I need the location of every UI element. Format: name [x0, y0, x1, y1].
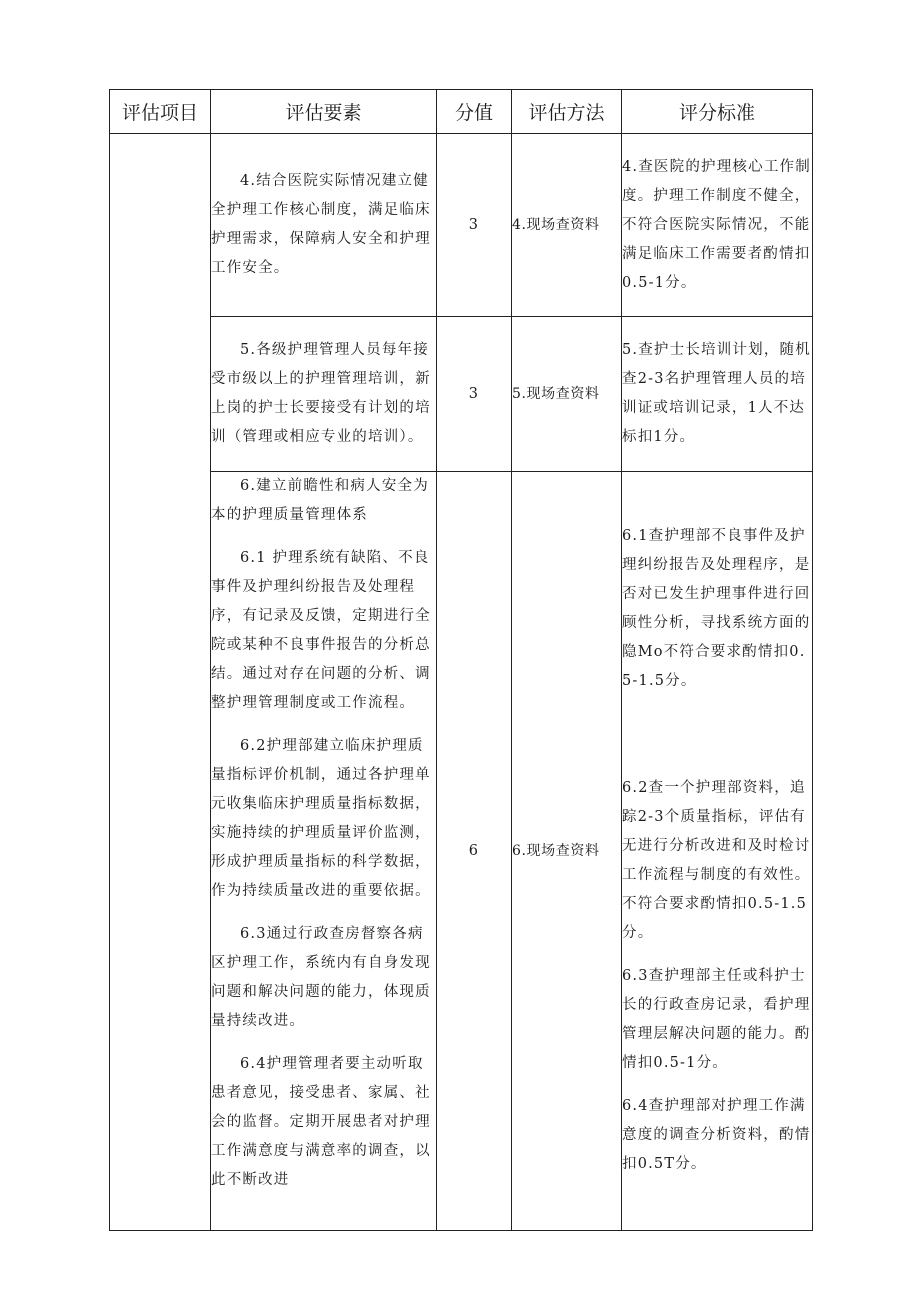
criteria-text: 4.查医院的护理核心工作制度。护理工作制度不健全，不符合医院实际情况，不能满足临床工作需要者酌情扣	[622, 158, 811, 262]
table-row	[110, 134, 813, 317]
method-cell: 4.现场查资料	[512, 134, 622, 317]
assessment-table	[109, 89, 813, 1231]
method-cell: 5.现场查资料	[512, 317, 622, 472]
criteria-text: 6.2查一个护理部资料，追踪2-3个质量指标，评估有无进行分析改进和及时检讨工作流程与制度的有效性。不符合要求酌情扣0.5-1.5分。	[622, 780, 811, 941]
header-item: 评估项目	[110, 90, 211, 134]
table-row	[110, 317, 813, 472]
element-text: 6.4护理管理者要主动听取患者意见，接受患者、家属、社会的监督。定期开展患者对护理工作满意度与满意率的调查，以此不断改进	[211, 1056, 431, 1188]
header-score: 分值	[437, 90, 512, 134]
element-cell	[211, 134, 437, 317]
element-text: 6.2护理部建立临床护理质量指标评价机制，通过各护理单元收集临床护理质量指标数据，实施持续的护理质量评价监测，形成护理质量指标的科学数据，作为持续质量改进的重要依据。	[211, 738, 431, 899]
criteria-cell	[622, 472, 813, 1231]
element-cell	[211, 317, 437, 472]
element-text: 4.结合医院实际情况建立健全护理工作核心制度，满足临床护理需求，保障病人安全和护理工作安全。	[211, 173, 431, 276]
score-cell: 3	[437, 134, 512, 317]
criteria-text: 5.查护士长培训计划，随机查2-3名护理管理人员的培训证或培训记录，1人不达标扣1分。	[622, 342, 811, 445]
header-row	[110, 90, 813, 134]
criteria-text: 0.5-1分。	[622, 274, 697, 291]
criteria-cell	[622, 317, 813, 472]
method-cell: 6.现场查资料	[512, 472, 622, 1231]
score-cell: 6	[437, 472, 512, 1231]
score-cell: 3	[437, 317, 512, 472]
header-criteria: 评分标准	[622, 90, 813, 134]
criteria-text: 6.1查护理部不良事件及护理纠纷报告及处理程序，是否对已发生护理事件进行回顾性分析，寻找系统方面的隐Mo不符合要求酌情扣0.5-1.5分。	[622, 528, 811, 689]
item-cell	[110, 134, 211, 1231]
element-cell	[211, 472, 437, 1231]
criteria-cell	[622, 134, 813, 317]
table-row	[110, 472, 813, 1231]
header-element: 评估要素	[211, 90, 437, 134]
element-text: 6.建立前瞻性和病人安全为本的护理质量管理体系	[211, 478, 429, 523]
element-text: 6.3通过行政查房督察各病区护理工作，系统内有自身发现问题和解决问题的能力，体现质量持续改进。	[211, 926, 431, 1029]
header-method: 评估方法	[512, 90, 622, 134]
element-text: 6.1 护理系统有缺陷、不良事件及护理纠纷报告及处理程序，有记录及反馈，定期进行全院或某种不良事件报告的分析总结。通过对存在问题的分析、调整护理管理制度或工作流程。	[211, 550, 431, 711]
element-text: 5.各级护理管理人员每年接受市级以上的护理管理培训，新上岗的护士长要接受有计划的培训（管理或相应专业的培训）。	[211, 342, 431, 445]
criteria-text: 6.3查护理部主任或科护士长的行政查房记录，看护理管理层解决问题的能力。酌情扣0.5-1分。	[622, 968, 811, 1071]
criteria-text: 6.4查护理部对护理工作满意度的调查分析资料，酌情扣0.5T分。	[622, 1098, 811, 1172]
